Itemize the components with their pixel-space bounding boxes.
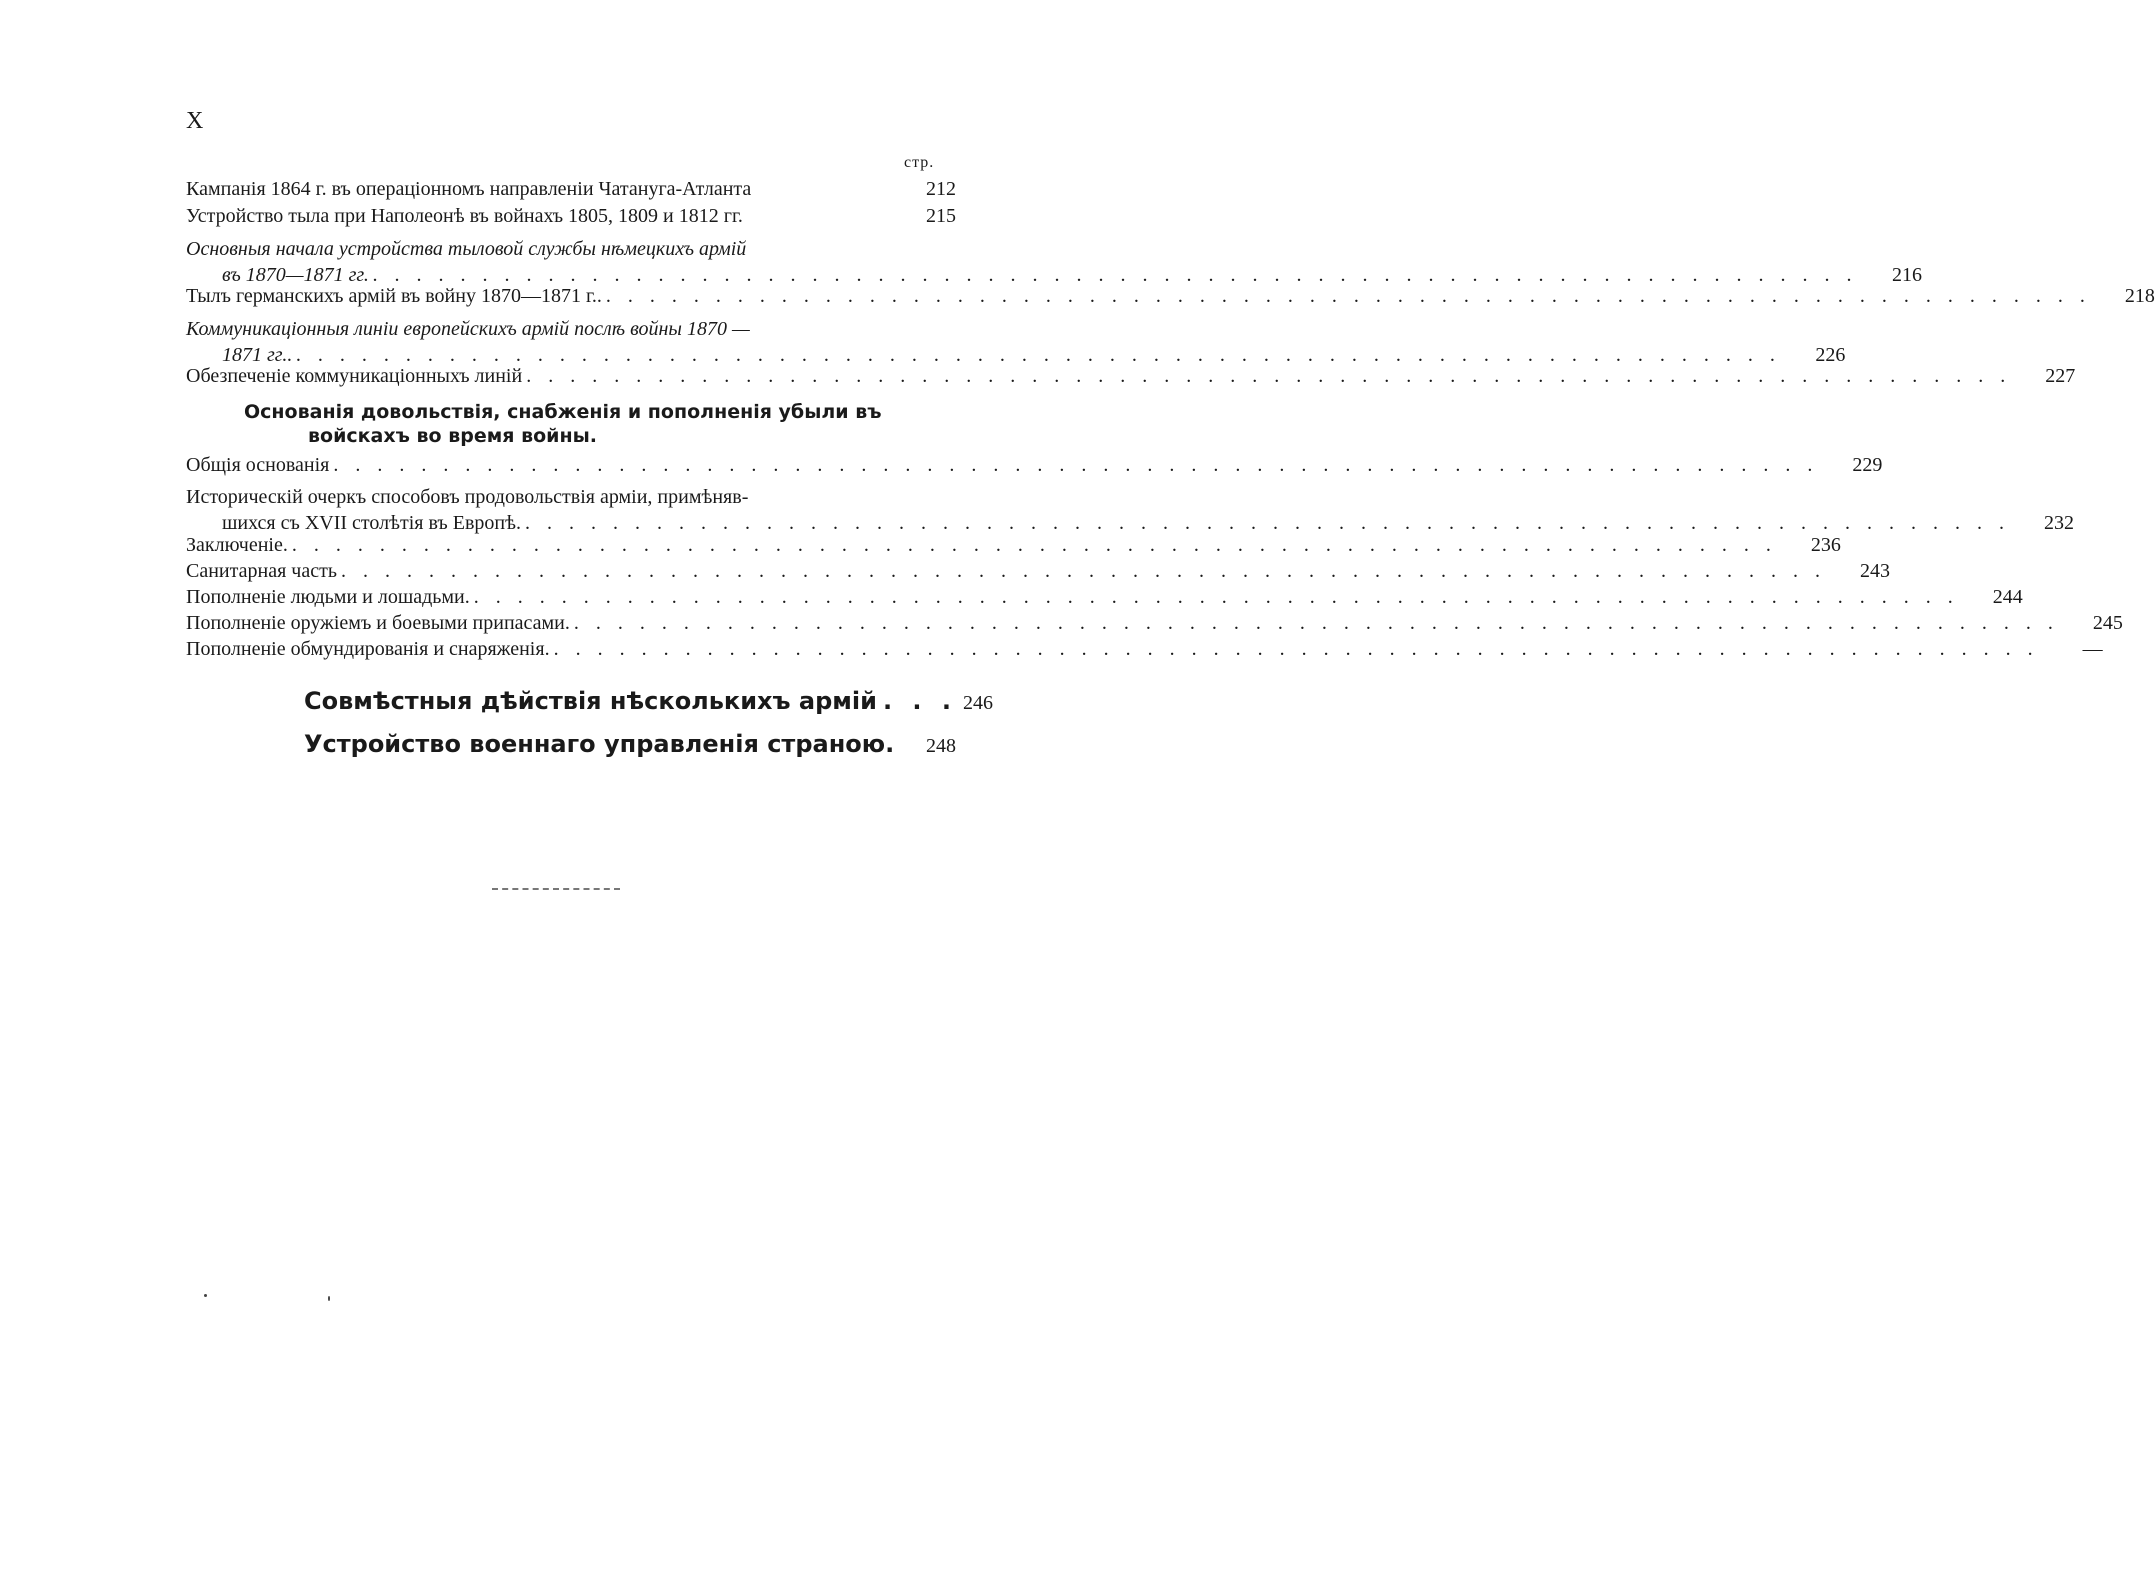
entry-page: 227 xyxy=(2045,365,2076,387)
entry-title: Тылъ германскихъ армій въ войну 1870—1871 г.. xyxy=(186,285,602,307)
end-ornament-rule xyxy=(492,888,620,892)
entry-page: 215 xyxy=(926,205,956,227)
entry-title: Историческій очеркъ способовъ продовольствія арміи, примѣняв- xyxy=(186,486,749,508)
entry-title: Обезпеченіе коммуникаціонныхъ линій xyxy=(186,365,523,387)
entry-title: Пополненіе оружіемъ и боевыми припасами. xyxy=(186,612,570,634)
entry-title: Санитарная часть xyxy=(186,560,337,582)
entry-title: Кампанія 1864 г. въ операціонномъ направленіи Чатануга-Атланта xyxy=(186,178,752,200)
entry-page: 218 xyxy=(2124,285,2155,307)
entry-title: Пополненіе людьми и лошадьми. xyxy=(186,586,470,608)
entry-title: Коммуникаціонныя линіи европейскихъ армій послѣ войны 1870 — xyxy=(186,318,750,340)
toc-entry xyxy=(186,532,1841,558)
entry-title-continued: въ 1870—1871 гг. xyxy=(222,264,369,286)
entry-title: Устройство тыла при Наполеонѣ въ войнахъ 1805, 1809 и 1812 гг. xyxy=(186,205,743,227)
entry-page: 229 xyxy=(1852,454,1883,476)
chapter-title: Совмѣстныя дѣйствія нѣсколькихъ армій xyxy=(304,687,877,715)
entry-title: Основныя начала устройства тыловой службы нѣмецкихъ армій xyxy=(186,238,747,260)
entry-page: 245 xyxy=(2092,612,2123,634)
entry-page: 212 xyxy=(926,178,956,200)
print-speck xyxy=(204,1294,207,1297)
leader-dots xyxy=(526,363,2011,389)
print-speck xyxy=(328,1296,330,1301)
entry-title: Пополненіе обмундированія и снаряженія. xyxy=(186,638,550,660)
toc-entry xyxy=(186,636,2103,662)
toc-entry xyxy=(186,584,2023,610)
page-number: X xyxy=(186,108,204,134)
entry-title: Общія основанія xyxy=(186,454,330,476)
toc-entry xyxy=(186,452,1883,478)
entry-title-continued: шихся съ XVII столѣтія въ Европѣ. xyxy=(222,512,521,534)
toc-entry xyxy=(186,363,2076,389)
chapter-page: 248 xyxy=(926,735,956,757)
leader-dots xyxy=(606,283,2091,309)
leader-dots xyxy=(333,452,1818,478)
leader-dots xyxy=(474,584,1959,610)
leader-dots xyxy=(554,636,2039,662)
leader-dots xyxy=(341,558,1826,584)
toc-entry xyxy=(186,236,1922,288)
entry-page: 244 xyxy=(1992,586,2023,608)
chapter-dots: . . . xyxy=(882,687,958,715)
entry-page: 226 xyxy=(1815,344,1846,366)
toc-entry xyxy=(186,610,2123,636)
entry-title: Заключеніе. xyxy=(186,534,288,556)
section-heading-line: войскахъ во время войны. xyxy=(308,425,597,447)
toc-entry xyxy=(186,316,1846,368)
entry-page: 243 xyxy=(1859,560,1890,582)
section-heading xyxy=(244,400,894,448)
entry-page: 232 xyxy=(2043,512,2074,534)
entry-page: — xyxy=(2082,638,2103,660)
chapter-title: Устройство военнаго управленія страною. xyxy=(304,730,895,758)
entry-page: 216 xyxy=(1891,264,1922,286)
toc-entry xyxy=(186,484,2074,536)
leader-dots xyxy=(574,610,2059,636)
leader-dots xyxy=(292,532,1777,558)
toc-entry xyxy=(186,176,956,202)
page-column-label: стр. xyxy=(904,154,935,171)
entry-page: 236 xyxy=(1810,534,1841,556)
toc-entry xyxy=(186,203,956,229)
entry-title-continued: 1871 гг.. xyxy=(222,344,293,366)
toc-entry xyxy=(186,558,1890,584)
chapter-entry xyxy=(304,686,994,718)
toc-entry xyxy=(186,283,2155,309)
chapter-entry xyxy=(304,729,956,761)
section-heading-line: Основанія довольствія, снабженія и пополненія убыли въ xyxy=(244,401,882,423)
chapter-page: 246 xyxy=(963,692,994,714)
